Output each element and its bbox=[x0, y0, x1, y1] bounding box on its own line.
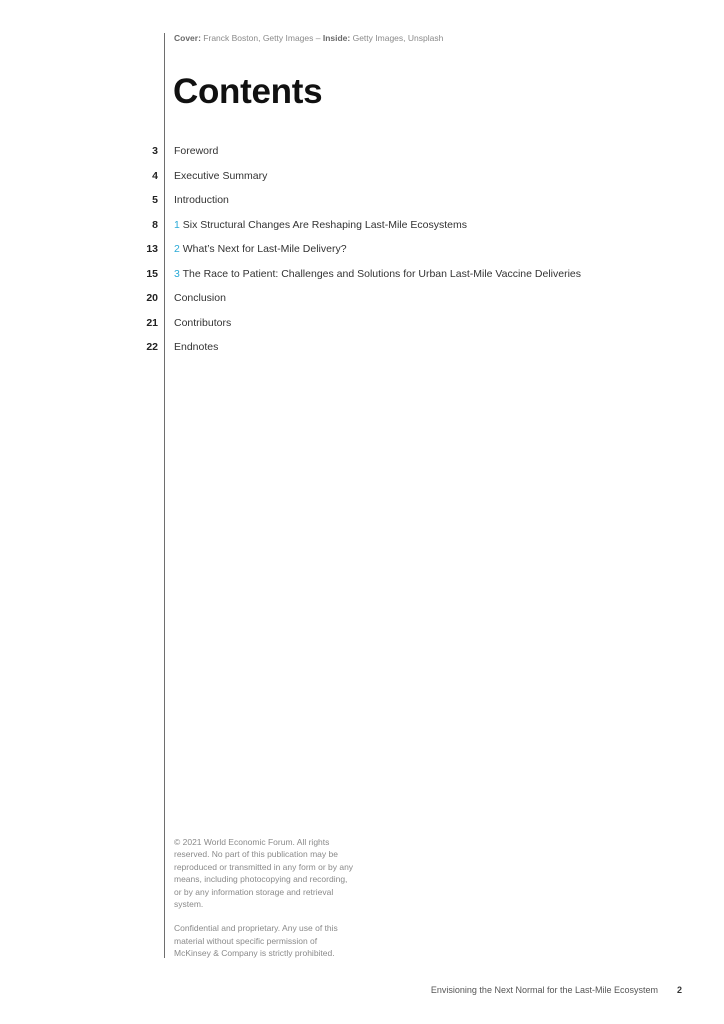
toc-entry-title[interactable] bbox=[174, 193, 229, 207]
toc-chapter-number: 1 bbox=[174, 218, 180, 231]
toc-item-chapter-1[interactable] bbox=[0, 217, 724, 242]
toc-page-number: 20 bbox=[146, 292, 158, 304]
toc-entry-text: Endnotes bbox=[174, 341, 219, 353]
toc-entry-title[interactable] bbox=[174, 267, 581, 281]
toc-page-number: 3 bbox=[152, 145, 158, 157]
toc-page-number: 15 bbox=[146, 267, 158, 280]
toc-item-endnotes[interactable] bbox=[0, 339, 724, 364]
toc-entry-text: Contributors bbox=[174, 316, 232, 329]
toc-entry-title[interactable] bbox=[174, 169, 267, 183]
toc-entry-title[interactable] bbox=[174, 218, 467, 232]
footer-document-title: Envisioning the Next Normal for the Last-Mile Ecosystem bbox=[430, 985, 658, 995]
page-title: Contents bbox=[173, 72, 323, 111]
toc-entry-text: Foreword bbox=[174, 145, 219, 157]
toc-item-chapter-3[interactable] bbox=[0, 266, 724, 291]
toc-item-chapter-2[interactable] bbox=[0, 241, 724, 266]
cover-label: Cover: bbox=[174, 33, 201, 43]
toc-chapter-number: 3 bbox=[174, 267, 180, 280]
toc-entry-text: Executive Summary bbox=[174, 169, 268, 182]
toc-entry-text: Conclusion bbox=[174, 292, 226, 304]
toc-entry-text: Six Structural Changes Are Reshaping Last-Mile Ecosystems bbox=[179, 218, 467, 231]
inside-credit: Getty Images, Unsplash bbox=[350, 33, 444, 43]
toc-entry-title[interactable] bbox=[174, 291, 226, 305]
toc-chapter-number: 2 bbox=[174, 243, 180, 255]
toc-entry-title[interactable] bbox=[174, 316, 231, 330]
copyright-paragraph: © 2021 World Economic Forum. All rights reserved. No part of this publication may be reproduced or transmitted in any form or by any means, including photocopying and recording, or by any information storage and retrieval system. bbox=[174, 837, 354, 910]
table-of-contents bbox=[0, 143, 724, 364]
cover-credit: Franck Boston, Getty Images – bbox=[200, 33, 323, 43]
toc-entry-text: Introduction bbox=[174, 194, 229, 206]
toc-page-number: 4 bbox=[152, 169, 158, 182]
toc-item-contributors[interactable] bbox=[0, 315, 724, 340]
toc-entry-text: What’s Next for Last-Mile Delivery? bbox=[179, 243, 347, 255]
toc-entry-title[interactable] bbox=[174, 144, 218, 158]
toc-item-foreword[interactable] bbox=[0, 143, 724, 168]
toc-page-number: 5 bbox=[152, 194, 158, 206]
toc-item-conclusion[interactable] bbox=[0, 290, 724, 315]
copyright-notice bbox=[174, 836, 354, 972]
toc-page-number: 22 bbox=[146, 341, 158, 353]
confidentiality-paragraph: Confidential and proprietary. Any use of this material without specific permission of McKinsey & Company is strictly prohibited. bbox=[174, 923, 338, 959]
footer-page-number: 2 bbox=[676, 985, 682, 995]
toc-item-executive-summary[interactable] bbox=[0, 168, 724, 193]
inside-label: Inside: bbox=[322, 33, 351, 43]
photo-credits bbox=[174, 33, 443, 43]
toc-page-number: 13 bbox=[146, 243, 158, 255]
toc-entry-title[interactable] bbox=[174, 340, 218, 354]
toc-entry-title[interactable] bbox=[174, 242, 347, 256]
toc-page-number: 8 bbox=[152, 218, 158, 231]
toc-page-number: 21 bbox=[146, 316, 158, 329]
toc-item-introduction[interactable] bbox=[0, 192, 724, 217]
toc-entry-text: The Race to Patient: Challenges and Solutions for Urban Last-Mile Vaccine Deliveries bbox=[179, 267, 581, 280]
